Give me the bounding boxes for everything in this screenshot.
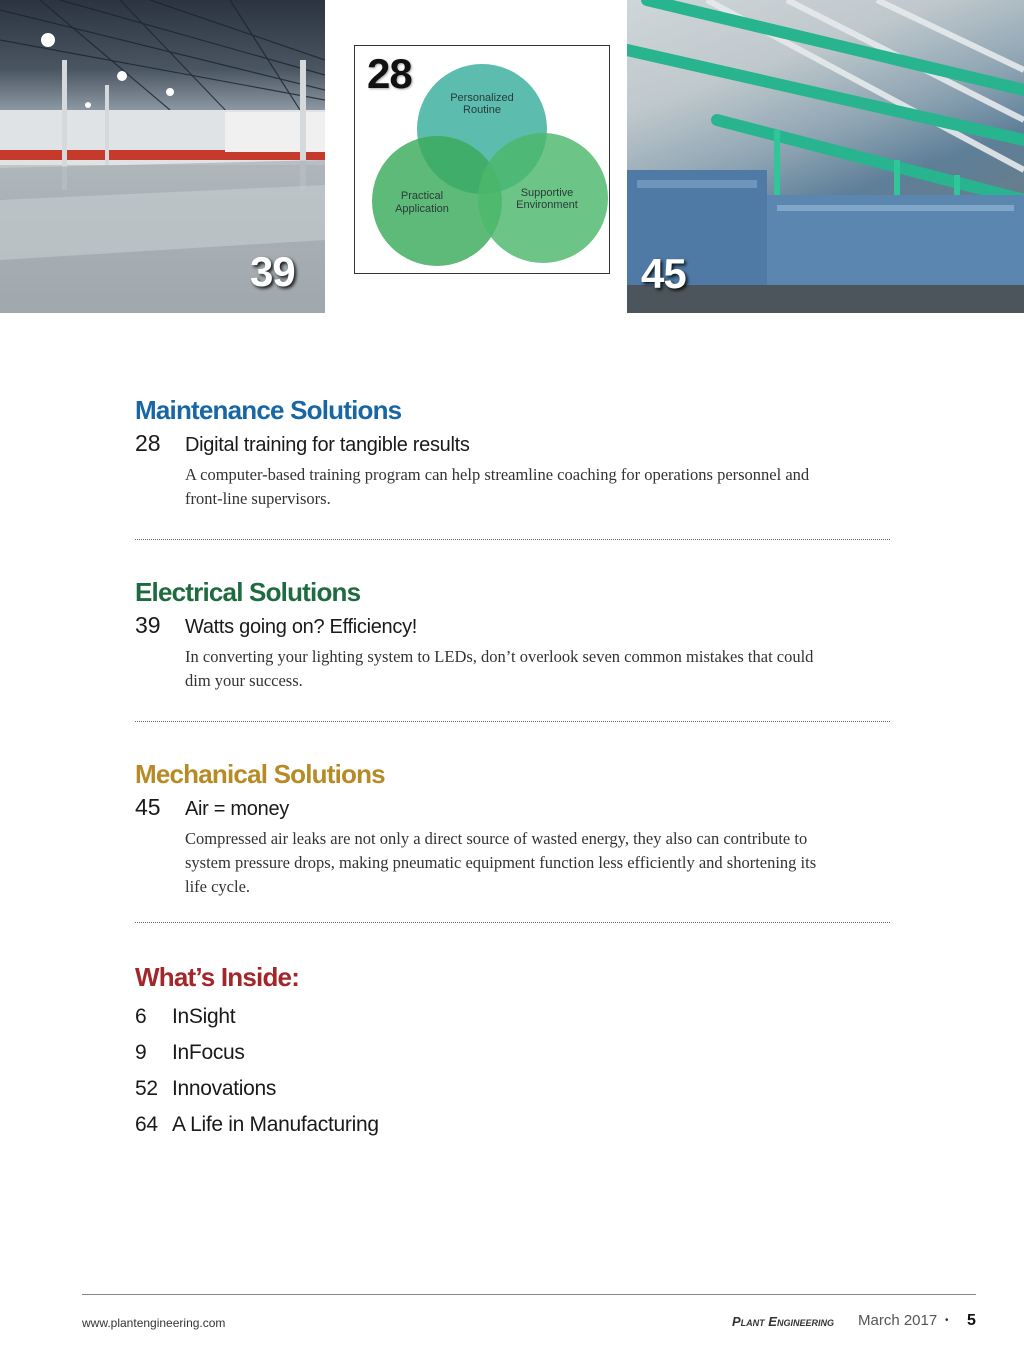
page-number-39: 39 [250,248,295,295]
description-line: In converting your lighting system to LEDs, don’t overlook seven common mistakes that could [185,647,814,666]
footer-magazine: Plant Engineering [732,1314,834,1329]
mechanical-room-illustration [627,0,1024,313]
venn-label-top-1: Personalized [450,92,514,104]
divider [135,922,890,923]
description-line: life cycle. [185,877,251,896]
section-mechanical [135,759,890,899]
article-entry[interactable] [135,612,890,639]
venn-label-top-2: Routine [463,104,501,116]
article-page-number: 39 [135,612,161,638]
footer-url[interactable]: www.plantengineering.com [82,1316,226,1330]
inside-label[interactable]: InSight [172,1005,236,1028]
article-entry[interactable] [135,794,890,821]
footer-issue: March 2017 [858,1312,938,1329]
description-line: A computer-based training program can help streamline coaching for operations personnel and [185,465,810,484]
inside-item[interactable] [135,1071,379,1107]
article-title[interactable]: Watts going on? Efficiency! [185,616,418,638]
footer-separator: • [945,1315,949,1326]
description-line: system pressure drops, making pneumatic equipment function less efficiently and shortening its [185,853,817,872]
article-title[interactable]: Digital training for tangible results [185,434,470,456]
section-electrical [135,577,890,693]
section-maintenance [135,395,890,511]
article-entry[interactable] [135,430,890,457]
footer-rule [82,1294,976,1295]
description-line: dim your success. [185,671,303,690]
venn-label-left-1: Practical [400,190,444,202]
inside-page-number: 52 [135,1077,158,1100]
section-title: Mechanical Solutions [135,759,385,789]
inside-item[interactable] [135,999,379,1035]
section-title: Maintenance Solutions [135,395,402,425]
description-line: Compressed air leaks are not only a direct source of wasted energy, they also can contribute to [185,829,808,848]
article-page-number: 28 [135,430,161,456]
whats-inside-title: What’s Inside: [135,962,300,992]
mechanical-room-photo [627,0,1024,313]
page-number-28: 28 [367,50,412,97]
inside-label[interactable]: InFocus [172,1041,245,1064]
divider [135,721,890,722]
venn-diagram-figure [354,45,610,274]
page-number-45: 45 [641,250,686,297]
article-page-number: 45 [135,794,161,820]
inside-label[interactable]: Innovations [172,1077,277,1100]
inside-label[interactable]: A Life in Manufacturing [172,1113,379,1136]
warehouse-photo [0,0,325,313]
article-description [185,645,890,693]
description-line: front-line supervisors. [185,489,331,508]
venn-label-right-1: Supportive [520,187,574,199]
section-title: Electrical Solutions [135,577,361,607]
inside-item[interactable] [135,1035,379,1071]
inside-item[interactable] [135,1107,379,1143]
inside-page-number: 64 [135,1113,158,1136]
article-title[interactable]: Air = money [185,798,289,820]
inside-page-number: 6 [135,1005,147,1028]
inside-page-number: 9 [135,1041,147,1064]
article-description [185,827,890,899]
whats-inside [135,962,379,1143]
venn-label-left-2: Application [395,203,449,215]
article-description [185,463,890,511]
divider [135,539,890,540]
venn-label-right-2: Environment [516,199,578,211]
footer-page-number: 5 [967,1312,976,1329]
